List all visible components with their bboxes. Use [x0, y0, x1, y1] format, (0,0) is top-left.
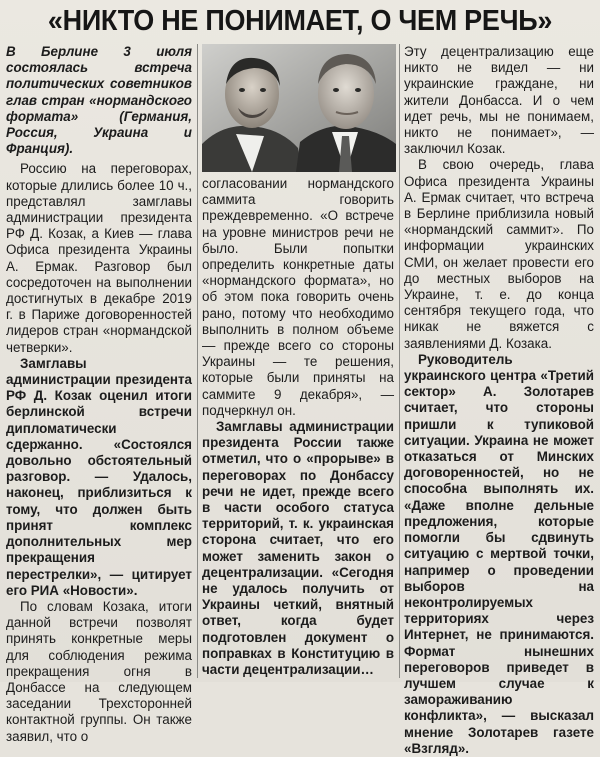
column-divider	[399, 44, 400, 678]
article-photo	[202, 44, 396, 172]
paragraph: По словам Козака, итоги данной встречи позволят принять конкретные меры для соблюдения режима прекращения огня в Донбассе на следующем заседании Трехсторонней контактной группы. Он также заявил, что о	[6, 598, 192, 744]
lead-paragraph: В Берлине 3 июля состоялась встреча политических советников глав стран «нормандского формата» (Германия, Россия, Украина и Франция).	[6, 44, 192, 157]
paragraph: Эту децентрализацию еще никто не видел — ни украинские граждане, ни жители Донбасса. И о чем идет речь, мы не понимаем, никто не понимает», — заключил Козак.	[404, 44, 594, 157]
column-2	[202, 176, 394, 678]
paragraph: согласовании нормандского саммита говорить преждевременно. «О встрече на уровне министров речи не было. Были попытки определить конкретные даты «нормандского формата», но об этом пока говорить очень рано, потому что необходимо выполнить в полном объеме — прежде всего со стороны Украины — те решения, которые были приняты на саммите 9 декабря», — подчеркнул он.	[202, 176, 394, 418]
paragraph: Замглавы администрации президента России также отметил, что о «прорыве» в переговорах по Донбассу речи не идет, прежде всего в части особого статуса территорий, т. к. украинская сторона считает, что его может заменить закон о децентрализации. «Сегодня не удалось получить от Украины четкий, внятный ответ, когда будет подготовлен документ о поправках в Конституцию в части децентрализации…	[202, 419, 394, 678]
paragraph: Россию на переговорах, которые длились более 10 ч., представлял замглавы администрации президента РФ Д. Козак, а Киев — глава Офиса президента Украины А. Ермак. Разговор был сосредоточен на выполнении достигнутых в декабре 2019 г. в Париже договоренностей лидеров стран «нормандской четверки».	[6, 161, 192, 355]
paragraph: Руководитель украинского центра «Третий сектор» А. Золотарев считает, что стороны пришли к тупиковой ситуации. Украина не может отказаться от Минских договоренностей, но не способна выполнять их. «Даже вполне дельные предложения, которые помогли бы сдвинуть ситуацию с мертвой точки, например о проведении выборов на неконтролируемых территориях через Интернет, не принимаются. Формат нынешних переговоров приведет в лучшем случае к замораживанию конфликта», — высказал мнение Золотарев газете «Взгляд».	[404, 351, 594, 756]
paragraph: Замглавы администрации президента РФ Д. Козак оценил итоги берлинской встречи дипломатически сдержанно. «Состоялся довольно обстоятельный разговор. — Удалось, наконец, приблизиться к тому, что должен быть принят комплекс дополнительных мер прекращения перестрелки», — цитирует его РИА «Новости».	[6, 355, 192, 598]
photo-two-officials	[202, 44, 396, 172]
headline: «НИКТО НЕ ПОНИМАЕТ, О ЧЕМ РЕЧЬ»	[47, 5, 553, 37]
paragraph: В свою очередь, глава Офиса президента Украины А. Ермак считает, что встреча в Берлине приблизила новый «нормандский саммит». По информации украинских СМИ, он желает провести его до местных выборов на Украине, т. е. до конца сентября текущего года, что никак не вяжется с заявлениями Д. Козака.	[404, 157, 594, 351]
article-body	[6, 44, 594, 756]
column-1	[6, 44, 192, 745]
column-3	[404, 44, 594, 757]
column-divider	[197, 44, 198, 678]
